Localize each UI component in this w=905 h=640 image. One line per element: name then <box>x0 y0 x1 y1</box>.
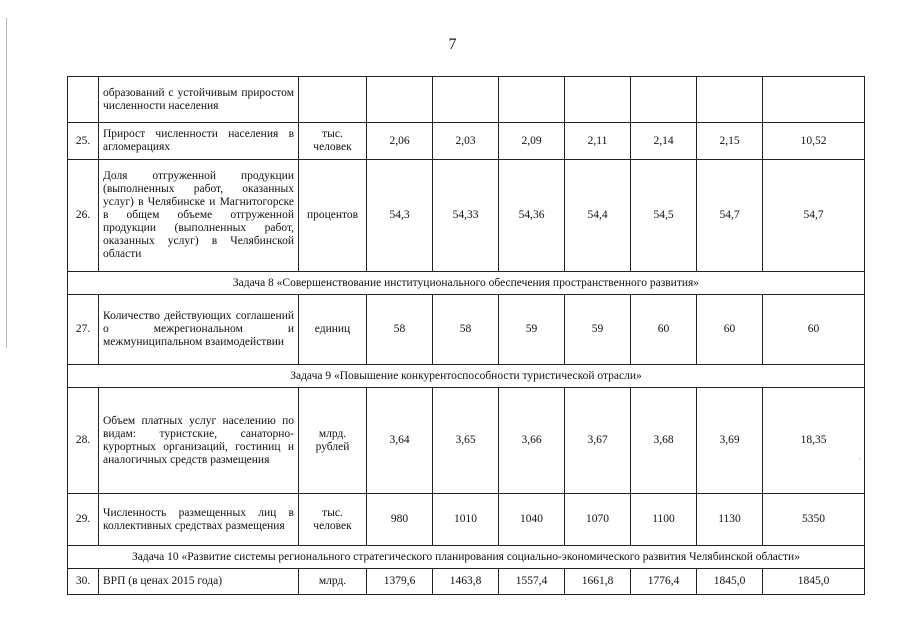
value-cell: 54,33 <box>433 160 499 272</box>
scan-edge-line <box>6 18 7 348</box>
value-cell: 2,03 <box>433 123 499 160</box>
task-header-row <box>68 546 865 569</box>
table-row <box>68 388 865 494</box>
value-cell: 54,4 <box>565 160 631 272</box>
unit-cell: тыс. человек <box>299 123 367 160</box>
row-number: 28. <box>68 388 99 494</box>
value-cell: 2,11 <box>565 123 631 160</box>
value-cell: 59 <box>499 295 565 365</box>
value-cell <box>697 77 763 123</box>
value-cell: 3,67 <box>565 388 631 494</box>
row-number: 27. <box>68 295 99 365</box>
value-cell: 1010 <box>433 494 499 546</box>
value-cell: 3,69 <box>697 388 763 494</box>
table-row <box>68 295 865 365</box>
row-number: 26. <box>68 160 99 272</box>
row-number: 30. <box>68 569 99 595</box>
value-cell: 1100 <box>631 494 697 546</box>
value-cell: 1776,4 <box>631 569 697 595</box>
value-cell: 3,66 <box>499 388 565 494</box>
table-row <box>68 569 865 595</box>
value-cell <box>631 77 697 123</box>
value-cell: 1661,8 <box>565 569 631 595</box>
unit-cell: процентов <box>299 160 367 272</box>
value-cell: 58 <box>433 295 499 365</box>
value-cell <box>367 77 433 123</box>
task-title: Задача 10 «Развитие системы регионального стратегического планирования социально-экономического развития Челябинской области» <box>68 546 865 569</box>
indicator-name: образований с устойчивым приростом численности населения <box>99 77 299 123</box>
unit-cell: млрд. рублей <box>299 388 367 494</box>
task-header-row <box>68 272 865 295</box>
table-row <box>68 494 865 546</box>
value-cell: 980 <box>367 494 433 546</box>
value-cell: 1845,0 <box>697 569 763 595</box>
value-cell: 54,7 <box>697 160 763 272</box>
unit-cell <box>299 77 367 123</box>
indicator-name: ВРП (в ценах 2015 года) <box>99 569 299 595</box>
indicators-table <box>67 76 865 595</box>
page-number: 7 <box>448 36 457 53</box>
scan-speck: · <box>858 454 861 464</box>
value-cell: 54,7 <box>763 160 865 272</box>
value-cell: 3,65 <box>433 388 499 494</box>
value-cell: 2,14 <box>631 123 697 160</box>
value-cell: 3,68 <box>631 388 697 494</box>
value-cell: 2,15 <box>697 123 763 160</box>
indicator-name: Количество действующих соглашений о межрегиональном и межмуниципальном взаимодействии <box>99 295 299 365</box>
unit-cell: единиц <box>299 295 367 365</box>
task-title: Задача 9 «Повышение конкурентоспособности туристической отрасли» <box>68 365 865 388</box>
value-cell: 2,09 <box>499 123 565 160</box>
unit-cell: млрд. <box>299 569 367 595</box>
value-cell <box>433 77 499 123</box>
value-cell: 1130 <box>697 494 763 546</box>
table-row <box>68 160 865 272</box>
value-cell: 5350 <box>763 494 865 546</box>
value-cell: 1070 <box>565 494 631 546</box>
value-cell <box>565 77 631 123</box>
value-cell: 3,64 <box>367 388 433 494</box>
row-number <box>68 77 99 123</box>
task-title: Задача 8 «Совершенствование институционального обеспечения пространственного развития» <box>68 272 865 295</box>
value-cell <box>499 77 565 123</box>
value-cell <box>763 77 865 123</box>
value-cell: 54,5 <box>631 160 697 272</box>
value-cell: 1845,0 <box>763 569 865 595</box>
value-cell: 54,36 <box>499 160 565 272</box>
table-row <box>68 123 865 160</box>
value-cell: 60 <box>763 295 865 365</box>
value-cell: 59 <box>565 295 631 365</box>
unit-cell: тыс. человек <box>299 494 367 546</box>
value-cell: 60 <box>697 295 763 365</box>
value-cell: 58 <box>367 295 433 365</box>
indicator-name: Доля отгруженной продукции (выполненных работ, оказанных услуг) в Челябинске и Магнитогорске в общем объеме отгруженной продукции (выполненных работ, оказанных услуг) в Челябинской области <box>99 160 299 272</box>
value-cell: 1040 <box>499 494 565 546</box>
row-number: 29. <box>68 494 99 546</box>
table-row <box>68 77 865 123</box>
value-cell: 1463,8 <box>433 569 499 595</box>
value-cell: 1557,4 <box>499 569 565 595</box>
value-cell: 1379,6 <box>367 569 433 595</box>
value-cell: 54,3 <box>367 160 433 272</box>
task-header-row <box>68 365 865 388</box>
indicator-name: Прирост численности населения в агломерациях <box>99 123 299 160</box>
value-cell: 60 <box>631 295 697 365</box>
row-number: 25. <box>68 123 99 160</box>
table-body <box>68 77 865 595</box>
value-cell: 18,35 <box>763 388 865 494</box>
indicator-name: Объем платных услуг населению по видам: туристские, санаторно-курортных организаций, гостиниц и аналогичных средств размещения <box>99 388 299 494</box>
value-cell: 2,06 <box>367 123 433 160</box>
indicator-name: Численность размещенных лиц в коллективных средствах размещения <box>99 494 299 546</box>
value-cell: 10,52 <box>763 123 865 160</box>
